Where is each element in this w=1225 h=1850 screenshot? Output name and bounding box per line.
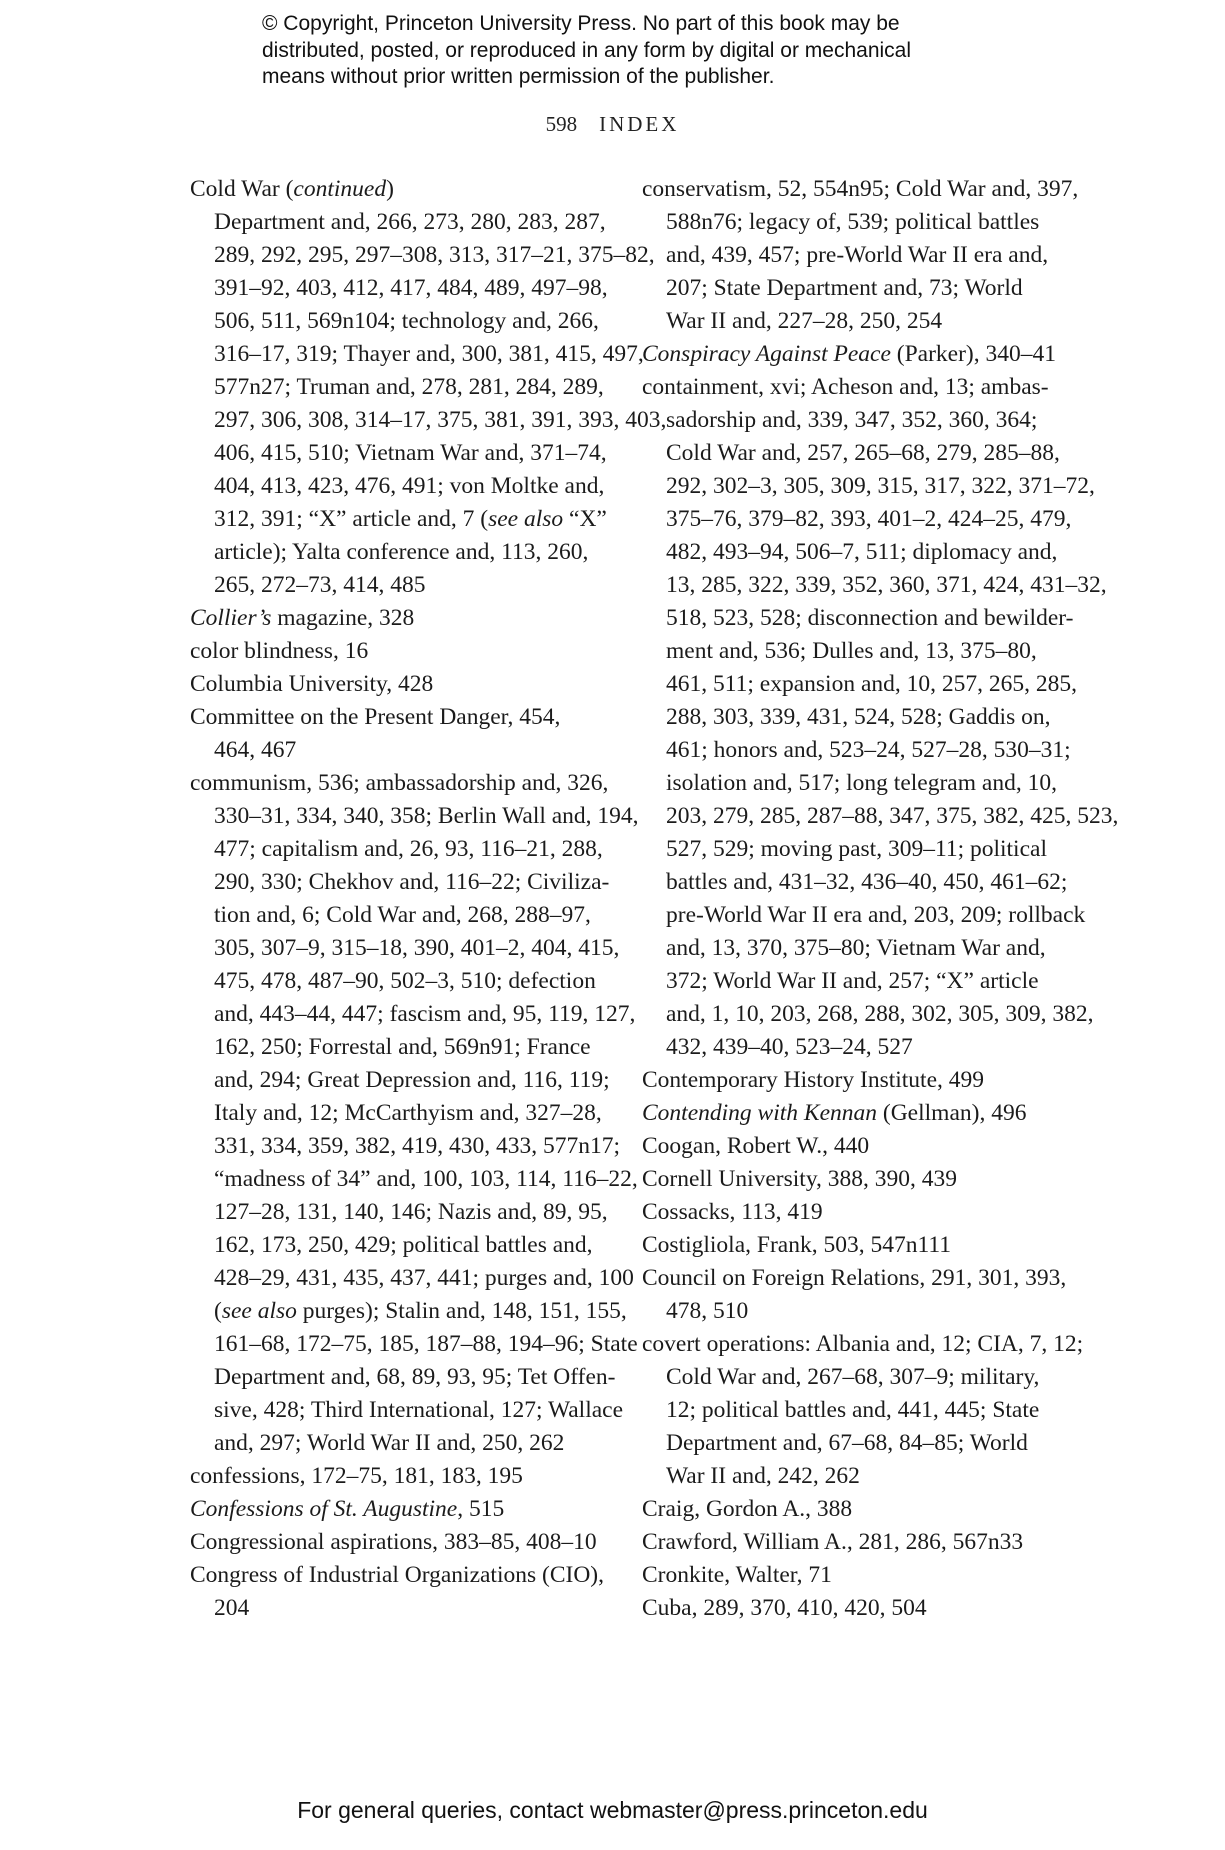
index-line: 162, 250; Forrestal and, 569n91; France	[214, 1034, 591, 1060]
index-line: Department and, 266, 273, 280, 283, 287,	[214, 209, 606, 235]
footer-contact: For general queries, contact webmaster@press.princeton.edu	[297, 1797, 928, 1823]
index-line: 375–76, 379–82, 393, 401–2, 424–25, 479,	[666, 506, 1072, 532]
index-line: communism, 536; ambassadorship and, 326,	[190, 770, 609, 796]
index-line: battles and, 431–32, 436–40, 450, 461–62;	[666, 869, 1068, 895]
index-line: 312, 391; “X” article and, 7 (see also “X”	[214, 506, 607, 532]
index-line: and, 443–44, 447; fascism and, 95, 119, 127,	[214, 1001, 636, 1027]
index-line: Contemporary History Institute, 499	[642, 1067, 985, 1093]
index-line: 461; honors and, 523–24, 527–28, 530–31;	[666, 737, 1071, 763]
index-column-right	[642, 173, 1119, 1625]
index-line: article); Yalta conference and, 113, 260,	[214, 539, 589, 565]
index-line: Cuba, 289, 370, 410, 420, 504	[642, 1595, 927, 1621]
index-line: Congressional aspirations, 383–85, 408–10	[190, 1529, 597, 1555]
index-line: 161–68, 172–75, 185, 187–88, 194–96; State	[214, 1331, 638, 1357]
index-line: sadorship and, 339, 347, 352, 360, 364;	[666, 407, 1038, 433]
index-line: 297, 306, 308, 314–17, 375, 381, 391, 393, 403,	[214, 407, 667, 433]
index-line: 207; State Department and, 73; World	[666, 275, 1023, 301]
index-line: 588n76; legacy of, 539; political battles	[666, 209, 1040, 235]
index-line: conservatism, 52, 554n95; Cold War and, 397,	[642, 176, 1079, 202]
index-line: 464, 467	[214, 737, 297, 763]
index-line: 127–28, 131, 140, 146; Nazis and, 89, 95,	[214, 1199, 608, 1225]
index-line: and, 294; Great Depression and, 116, 119;	[214, 1067, 610, 1093]
index-line: 406, 415, 510; Vietnam War and, 371–74,	[214, 440, 607, 466]
index-line: 13, 285, 322, 339, 352, 360, 371, 424, 431–32,	[666, 572, 1107, 598]
index-line: 518, 523, 528; disconnection and bewilder-	[666, 605, 1074, 631]
index-line: Committee on the Present Danger, 454,	[190, 704, 561, 730]
page-number: 598	[545, 112, 578, 136]
index-line: 292, 302–3, 305, 309, 315, 317, 322, 371–72,	[666, 473, 1095, 499]
index-column-left	[190, 173, 667, 1625]
copyright-line: distributed, posted, or reproduced in any form by digital or mechanical	[262, 38, 912, 62]
running-head-title: INDEX	[599, 112, 680, 136]
index-line: (see also purges); Stalin and, 148, 151, 155,	[214, 1298, 627, 1324]
index-line: 331, 334, 359, 382, 419, 430, 433, 577n17;	[214, 1133, 621, 1159]
index-line: 203, 279, 285, 287–88, 347, 375, 382, 425, 523,	[666, 803, 1119, 829]
index-line: Department and, 68, 89, 93, 95; Tet Offen-	[214, 1364, 616, 1390]
index-line: containment, xvi; Acheson and, 13; ambas-	[642, 374, 1049, 400]
index-line: and, 1, 10, 203, 268, 288, 302, 305, 309, 382,	[666, 1001, 1094, 1027]
index-line: Conspiracy Against Peace (Parker), 340–41	[642, 341, 1056, 367]
index-line: Council on Foreign Relations, 291, 301, 393,	[642, 1265, 1067, 1291]
index-line: and, 439, 457; pre-World War II era and,	[666, 242, 1049, 268]
index-line: 478, 510	[666, 1298, 749, 1324]
index-line: isolation and, 517; long telegram and, 10,	[666, 770, 1057, 796]
index-line: Costigliola, Frank, 503, 547n111	[642, 1232, 951, 1258]
index-line: 162, 173, 250, 429; political battles and,	[214, 1232, 593, 1258]
index-line: 204	[214, 1595, 250, 1621]
index-line: and, 297; World War II and, 250, 262	[214, 1430, 565, 1456]
index-line: Confessions of St. Augustine, 515	[190, 1496, 505, 1522]
index-line: confessions, 172–75, 181, 183, 195	[190, 1463, 523, 1489]
index-line: Cold War and, 267–68, 307–9; military,	[666, 1364, 1040, 1390]
index-line: 482, 493–94, 506–7, 511; diplomacy and,	[666, 539, 1058, 565]
index-line: 577n27; Truman and, 278, 281, 284, 289,	[214, 374, 604, 400]
copyright-line: means without prior written permission of the publisher.	[262, 65, 775, 88]
index-line: sive, 428; Third International, 127; Wallace	[214, 1397, 624, 1423]
index-line: 316–17, 319; Thayer and, 300, 381, 415, 497,	[214, 341, 644, 367]
index-line: Department and, 67–68, 84–85; World	[666, 1430, 1028, 1456]
index-line: 391–92, 403, 412, 417, 484, 489, 497–98,	[214, 275, 608, 301]
index-line: pre-World War II era and, 203, 209; rollback	[666, 902, 1086, 928]
index-line: Cold War (continued)	[190, 176, 394, 202]
index-line: Cossacks, 113, 419	[642, 1199, 823, 1225]
index-line: color blindness, 16	[190, 638, 369, 664]
index-line: 477; capitalism and, 26, 93, 116–21, 288,	[214, 836, 603, 862]
index-line: 475, 478, 487–90, 502–3, 510; defection	[214, 968, 596, 994]
index-line: Columbia University, 428	[190, 671, 434, 697]
index-line: 289, 292, 295, 297–308, 313, 317–21, 375–82,	[214, 242, 655, 268]
index-line: 305, 307–9, 315–18, 390, 401–2, 404, 415,	[214, 935, 620, 961]
index-line: War II and, 242, 262	[666, 1463, 860, 1489]
index-line: and, 13, 370, 375–80; Vietnam War and,	[666, 935, 1046, 961]
index-line: 265, 272–73, 414, 485	[214, 572, 426, 598]
index-line: Cold War and, 257, 265–68, 279, 285–88,	[666, 440, 1060, 466]
index-line: 12; political battles and, 441, 445; State	[666, 1397, 1040, 1423]
index-line: War II and, 227–28, 250, 254	[666, 308, 943, 334]
index-line: covert operations: Albania and, 12; CIA, 7, 12;	[642, 1331, 1084, 1357]
index-line: 461, 511; expansion and, 10, 257, 265, 285,	[666, 671, 1077, 697]
index-line: 404, 413, 423, 476, 491; von Moltke and,	[214, 473, 605, 499]
running-head	[0, 112, 1225, 137]
index-line: 372; World War II and, 257; “X” article	[666, 968, 1039, 994]
index-line: Cornell University, 388, 390, 439	[642, 1166, 958, 1192]
index-line: 527, 529; moving past, 309–11; political	[666, 836, 1047, 862]
index-line: 428–29, 431, 435, 437, 441; purges and, 100	[214, 1265, 634, 1291]
index-line: 330–31, 334, 340, 358; Berlin Wall and, 194,	[214, 803, 639, 829]
index-line: Italy and, 12; McCarthyism and, 327–28,	[214, 1100, 602, 1126]
index-line: Collier’s magazine, 328	[190, 605, 415, 631]
index-line: “madness of 34” and, 100, 103, 114, 116–22,	[214, 1166, 638, 1192]
index-line: Contending with Kennan (Gellman), 496	[642, 1100, 1027, 1126]
copyright-notice	[262, 11, 1022, 91]
index-line: 432, 439–40, 523–24, 527	[666, 1034, 913, 1060]
index-line: Crawford, William A., 281, 286, 567n33	[642, 1529, 1024, 1555]
index-line: Craig, Gordon A., 388	[642, 1496, 853, 1522]
copyright-line: © Copyright, Princeton University Press. No part of this book may be	[262, 12, 900, 35]
index-line: Cronkite, Walter, 71	[642, 1562, 832, 1588]
index-line: Congress of Industrial Organizations (CIO),	[190, 1562, 605, 1588]
index-line: tion and, 6; Cold War and, 268, 288–97,	[214, 902, 591, 928]
index-line: ment and, 536; Dulles and, 13, 375–80,	[666, 638, 1037, 664]
index-line: 290, 330; Chekhov and, 116–22; Civiliza-	[214, 869, 610, 895]
index-line: Coogan, Robert W., 440	[642, 1133, 870, 1159]
index-line: 506, 511, 569n104; technology and, 266,	[214, 308, 599, 334]
index-line: 288, 303, 339, 431, 524, 528; Gaddis on,	[666, 704, 1051, 730]
